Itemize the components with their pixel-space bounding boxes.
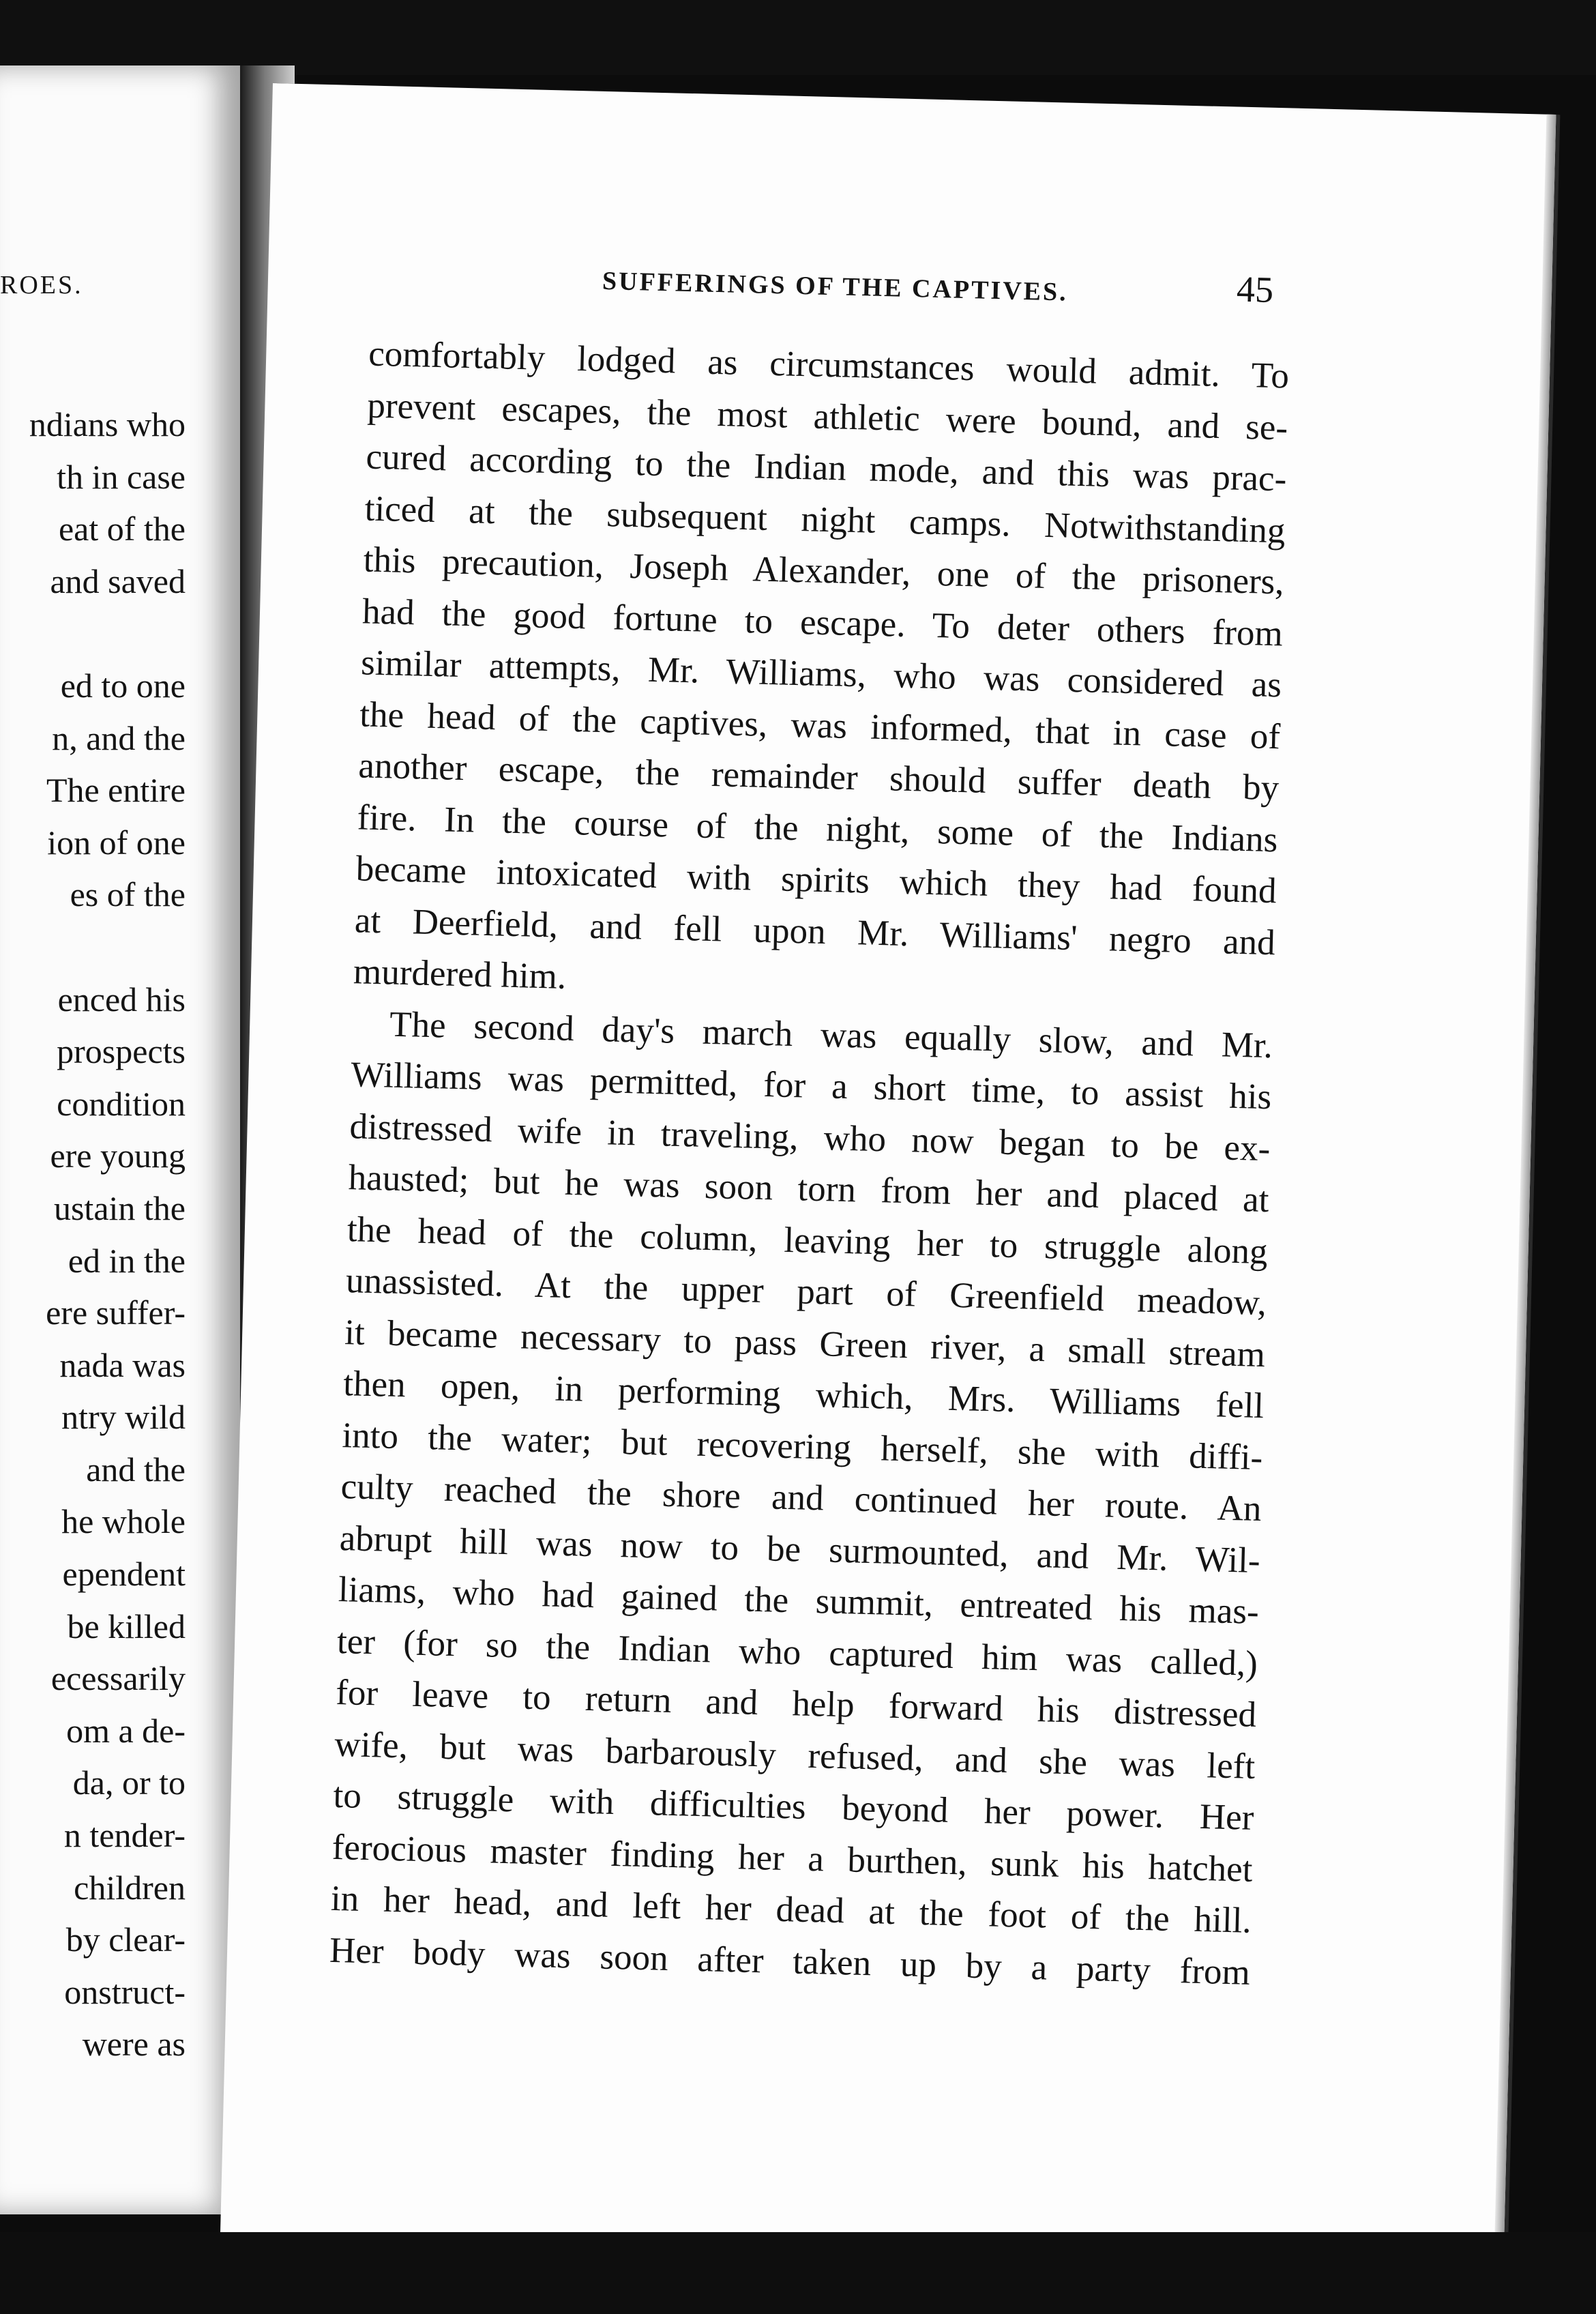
facing-page-line: da, or to xyxy=(72,1763,186,1802)
facing-page-line: ere suffer- xyxy=(46,1293,186,1332)
facing-page-line: ere young xyxy=(50,1137,186,1175)
text-line: the head of the column, leaving her to struggle along xyxy=(346,1209,1269,1272)
facing-page-running-head: ROES. xyxy=(0,271,83,299)
text-line: into the water; but recovering herself, she with diffi- xyxy=(341,1415,1263,1478)
facing-page-line: ecessarily xyxy=(50,1659,186,1698)
text-line: at Deerfield, and fell upon Mr. Williams' negro and xyxy=(354,900,1276,963)
facing-page-line: ndians who xyxy=(29,405,186,443)
text-line: cured according to the Indian mode, and this was prac- xyxy=(365,437,1287,499)
facing-page-line xyxy=(29,921,186,973)
page-edge xyxy=(1494,115,1556,2275)
facing-page-line: ependent xyxy=(62,1555,186,1594)
facing-page-line: ustain the xyxy=(53,1188,186,1227)
text-line: prevent escapes, the most athletic were bound, and se- xyxy=(366,385,1288,448)
facing-page xyxy=(0,65,240,2214)
facing-page-line: ntry wild xyxy=(61,1398,186,1437)
text-line: similar attempts, Mr. Williams, who was considered as xyxy=(360,643,1282,705)
facing-page-line: eat of the xyxy=(58,510,186,548)
facing-page-line: om a de- xyxy=(66,1711,186,1750)
facing-page-line: be killed xyxy=(67,1607,186,1645)
text-line: fire. In the course of the night, some of the Indians xyxy=(357,797,1279,860)
text-line: The second day's march was equally slow, and Mr. xyxy=(389,1004,1273,1066)
facing-page-line: The entire xyxy=(46,771,186,810)
facing-page-line: by clear- xyxy=(65,1920,186,1959)
facing-page-line: th in case xyxy=(57,457,186,496)
text-line: Williams was permitted, for a short time, to assist his xyxy=(350,1055,1272,1117)
text-line: ferocious master finding her a burthen, sunk his hatchet xyxy=(331,1827,1254,1890)
text-line: comfortably lodged as circumstances would admit. To xyxy=(368,334,1290,396)
body-text xyxy=(329,329,1290,1999)
text-line: abrupt hill was now to be surmounted, and Mr. Wil- xyxy=(339,1518,1261,1581)
text-line: the head of the captives, was informed, that in case of xyxy=(359,694,1281,757)
facing-page-line: and saved xyxy=(50,561,186,600)
text-line: another escape, the remainder should suffer death by xyxy=(357,746,1280,808)
text-line: ter (for so the Indian who captured him was called,) xyxy=(336,1621,1258,1684)
facing-page-line: n, and the xyxy=(52,718,186,757)
text-line: this precaution, Joseph Alexander, one of the prisoners, xyxy=(363,540,1285,602)
text-line: culty reached the shore and continued her route. An xyxy=(340,1467,1262,1529)
facing-page-line: n tender- xyxy=(63,1816,186,1855)
text-line: Her body was soon after taken up by a party from xyxy=(329,1930,1251,1993)
facing-page-line: ed in the xyxy=(68,1241,186,1280)
text-line: ticed at the subsequent night camps. Notwithstanding xyxy=(364,488,1286,551)
page-number: 45 xyxy=(1236,268,1274,310)
facing-page-line: he whole xyxy=(61,1502,186,1541)
facing-page-line: ed to one xyxy=(60,666,186,705)
facing-page-line: ion of one xyxy=(47,823,186,862)
text-line: for leave to return and help forward his distressed xyxy=(335,1672,1257,1735)
facing-page-line xyxy=(29,607,186,660)
facing-page-line: prospects xyxy=(57,1032,186,1071)
scanner-bottom xyxy=(0,2232,1596,2314)
text-line: had the good fortune to escape. To deter others from xyxy=(361,591,1284,654)
facing-page-line: es of the xyxy=(70,875,186,914)
text-line: then open, in performing which, Mrs. Williams fell xyxy=(342,1364,1265,1426)
text-line: distressed wife in traveling, who now began to be ex- xyxy=(349,1106,1271,1169)
text-line: to struggle with difficulties beyond her power. Her xyxy=(332,1775,1255,1838)
text-line: hausted; but he was soon torn from her and placed at xyxy=(348,1158,1270,1220)
facing-page-line: enced his xyxy=(57,980,186,1019)
running-head: SUFFERINGS OF THE CAPTIVES. xyxy=(602,266,1069,307)
book-page xyxy=(220,83,1556,2275)
facing-page-line: children xyxy=(74,1868,186,1907)
facing-page-line: onstruct- xyxy=(64,1972,186,2011)
facing-page-line: condition xyxy=(57,1084,186,1123)
facing-page-line: nada was xyxy=(59,1345,186,1384)
text-line: wife, but was barbarously refused, and she was left xyxy=(334,1724,1256,1787)
facing-page-text xyxy=(29,398,186,2070)
text-line: in her head, and left her dead at the foot of the hill. xyxy=(330,1878,1252,1941)
text-line: unassisted. At the upper part of Greenfield meadow, xyxy=(345,1261,1267,1323)
text-line: liams, who had gained the summit, entreated his mas- xyxy=(338,1570,1260,1632)
text-line: became intoxicated with spirits which they had found xyxy=(355,849,1277,911)
text-line: it became necessary to pass Green river, a small stream xyxy=(344,1312,1266,1375)
scanner-background xyxy=(0,0,1596,75)
facing-page-line: were as xyxy=(82,2025,186,2064)
text-line: murdered him. xyxy=(353,952,567,997)
facing-page-line: and the xyxy=(86,1450,186,1489)
